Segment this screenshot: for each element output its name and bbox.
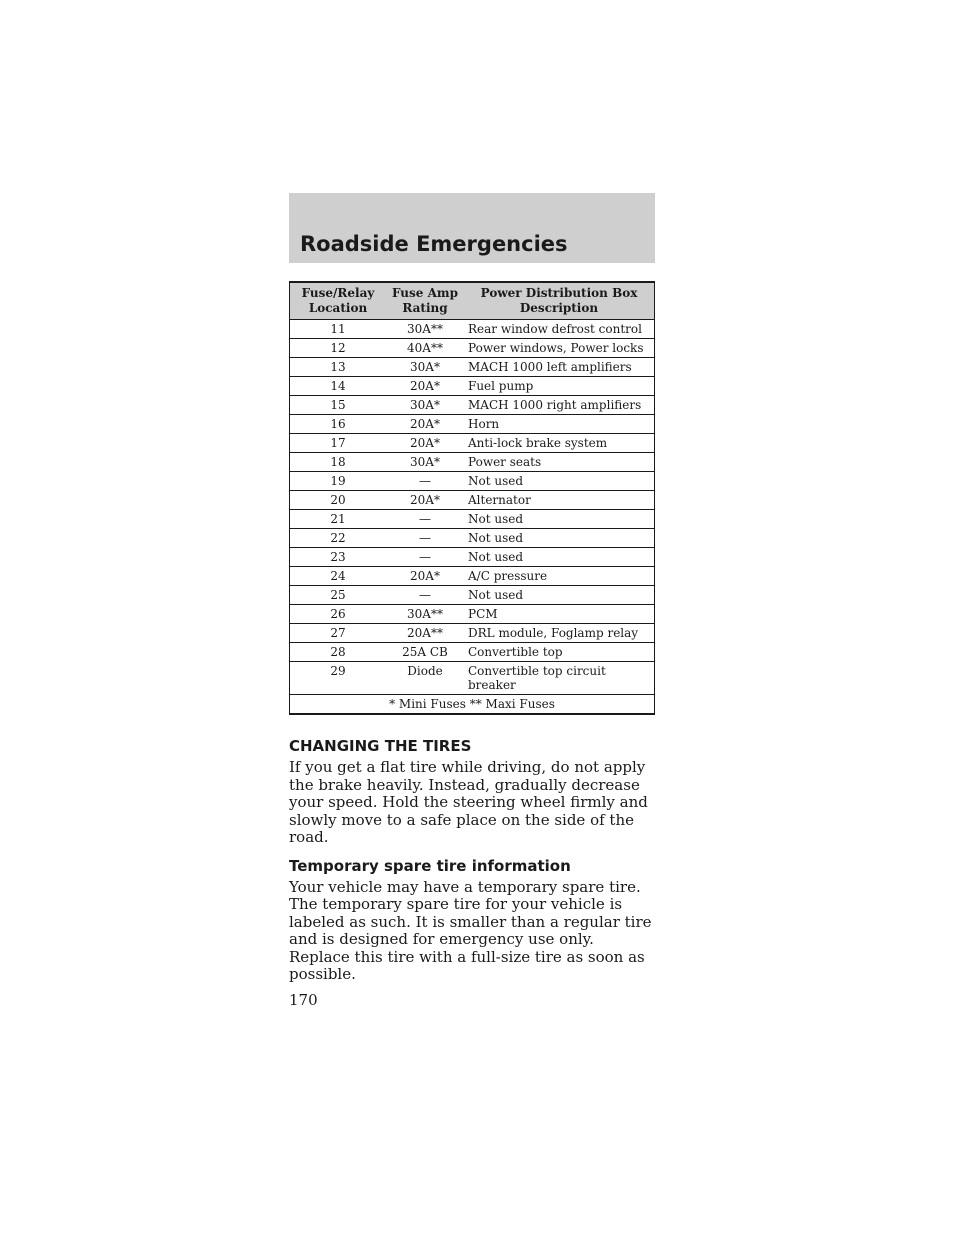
- table-row: [290, 662, 655, 695]
- fuse-description-cell: Horn: [464, 415, 655, 434]
- fuse-rating-cell: —: [386, 472, 464, 491]
- fuse-location-cell: 19: [290, 472, 387, 491]
- table-row: [290, 358, 655, 377]
- table-row: [290, 529, 655, 548]
- table-row: [290, 491, 655, 510]
- fuse-description-cell: Fuel pump: [464, 377, 655, 396]
- fuse-rating-cell: 30A**: [386, 320, 464, 339]
- main-content: [289, 737, 669, 994]
- fuse-description-cell: PCM: [464, 605, 655, 624]
- fuse-description-cell: Anti-lock brake system: [464, 434, 655, 453]
- column-header-location: Fuse/Relay Location: [290, 282, 387, 320]
- fuse-location-cell: 29: [290, 662, 387, 695]
- table-body: [290, 320, 655, 715]
- table-row: [290, 415, 655, 434]
- fuse-rating-cell: 20A*: [386, 491, 464, 510]
- fuse-location-cell: 13: [290, 358, 387, 377]
- fuse-location-cell: 21: [290, 510, 387, 529]
- table-row: [290, 643, 655, 662]
- fuse-description-cell: Not used: [464, 586, 655, 605]
- fuse-rating-cell: —: [386, 586, 464, 605]
- fuse-rating-cell: —: [386, 510, 464, 529]
- table-row: [290, 434, 655, 453]
- fuse-location-cell: 12: [290, 339, 387, 358]
- table-row: [290, 453, 655, 472]
- table-footnote: * Mini Fuses ** Maxi Fuses: [290, 695, 655, 715]
- fuse-rating-cell: 30A*: [386, 453, 464, 472]
- fuse-description-cell: MACH 1000 left amplifiers: [464, 358, 655, 377]
- fuse-location-cell: 27: [290, 624, 387, 643]
- fuse-rating-cell: —: [386, 529, 464, 548]
- fuse-table: [289, 281, 655, 715]
- table-row: [290, 586, 655, 605]
- fuse-rating-cell: 25A CB: [386, 643, 464, 662]
- subsection-paragraph: Your vehicle may have a temporary spare tire. The temporary spare tire for your vehicle is labeled as such. It is smaller than a regular tire and is designed for emergency use only. Replace this tire with a full-size tire as soon as possible.: [289, 877, 652, 983]
- fuse-location-cell: 17: [290, 434, 387, 453]
- fuse-description-cell: DRL module, Foglamp relay: [464, 624, 655, 643]
- fuse-rating-cell: 30A*: [386, 396, 464, 415]
- fuse-description-cell: Not used: [464, 510, 655, 529]
- table-row: [290, 396, 655, 415]
- fuse-location-cell: 15: [290, 396, 387, 415]
- fuse-rating-cell: 40A**: [386, 339, 464, 358]
- fuse-description-cell: Power windows, Power locks: [464, 339, 655, 358]
- fuse-rating-cell: 20A*: [386, 415, 464, 434]
- fuse-location-cell: 11: [290, 320, 387, 339]
- table-row: [290, 605, 655, 624]
- fuse-description-cell: Not used: [464, 472, 655, 491]
- fuse-rating-cell: 30A**: [386, 605, 464, 624]
- fuse-rating-cell: Diode: [386, 662, 464, 695]
- fuse-location-cell: 28: [290, 643, 387, 662]
- fuse-rating-cell: 30A*: [386, 358, 464, 377]
- fuse-location-cell: 25: [290, 586, 387, 605]
- table-row: [290, 548, 655, 567]
- fuse-location-cell: 24: [290, 567, 387, 586]
- fuse-rating-cell: 20A*: [386, 434, 464, 453]
- fuse-rating-cell: 20A**: [386, 624, 464, 643]
- table-row: [290, 377, 655, 396]
- fuse-location-cell: 26: [290, 605, 387, 624]
- fuse-description-cell: Convertible top circuit breaker: [464, 662, 655, 695]
- fuse-description-cell: Power seats: [464, 453, 655, 472]
- fuse-location-cell: 16: [290, 415, 387, 434]
- table-row: [290, 567, 655, 586]
- section-heading: CHANGING THE TIRES: [289, 737, 472, 755]
- fuse-description-cell: Convertible top: [464, 643, 655, 662]
- fuse-location-cell: 23: [290, 548, 387, 567]
- fuse-description-cell: Not used: [464, 529, 655, 548]
- section-paragraph: If you get a flat tire while driving, do not apply the brake heavily. Instead, gradually decrease your speed. Hold the steering wheel firmly and slowly move to a safe place on the side of the road.: [289, 758, 648, 846]
- fuse-description-cell: MACH 1000 right amplifiers: [464, 396, 655, 415]
- subsection-heading: Temporary spare tire information: [289, 856, 571, 875]
- fuse-description-cell: Alternator: [464, 491, 655, 510]
- fuse-rating-cell: —: [386, 548, 464, 567]
- section-title: Roadside Emergencies: [300, 232, 568, 256]
- fuse-rating-cell: 20A*: [386, 567, 464, 586]
- fuse-location-cell: 14: [290, 377, 387, 396]
- table-header-row: [290, 282, 655, 320]
- fuse-location-cell: 22: [290, 529, 387, 548]
- page-number: 170: [289, 991, 318, 1009]
- fuse-description-cell: Rear window defrost control: [464, 320, 655, 339]
- table-row: [290, 339, 655, 358]
- table-row: [290, 510, 655, 529]
- fuse-rating-cell: 20A*: [386, 377, 464, 396]
- fuse-location-cell: 18: [290, 453, 387, 472]
- table-footnote-row: [290, 695, 655, 715]
- table-row: [290, 472, 655, 491]
- fuse-description-cell: A/C pressure: [464, 567, 655, 586]
- column-header-description: Power Distribution Box Description: [464, 282, 655, 320]
- table-row: [290, 320, 655, 339]
- table-row: [290, 624, 655, 643]
- fuse-description-cell: Not used: [464, 548, 655, 567]
- fuse-location-cell: 20: [290, 491, 387, 510]
- column-header-rating: Fuse Amp Rating: [386, 282, 464, 320]
